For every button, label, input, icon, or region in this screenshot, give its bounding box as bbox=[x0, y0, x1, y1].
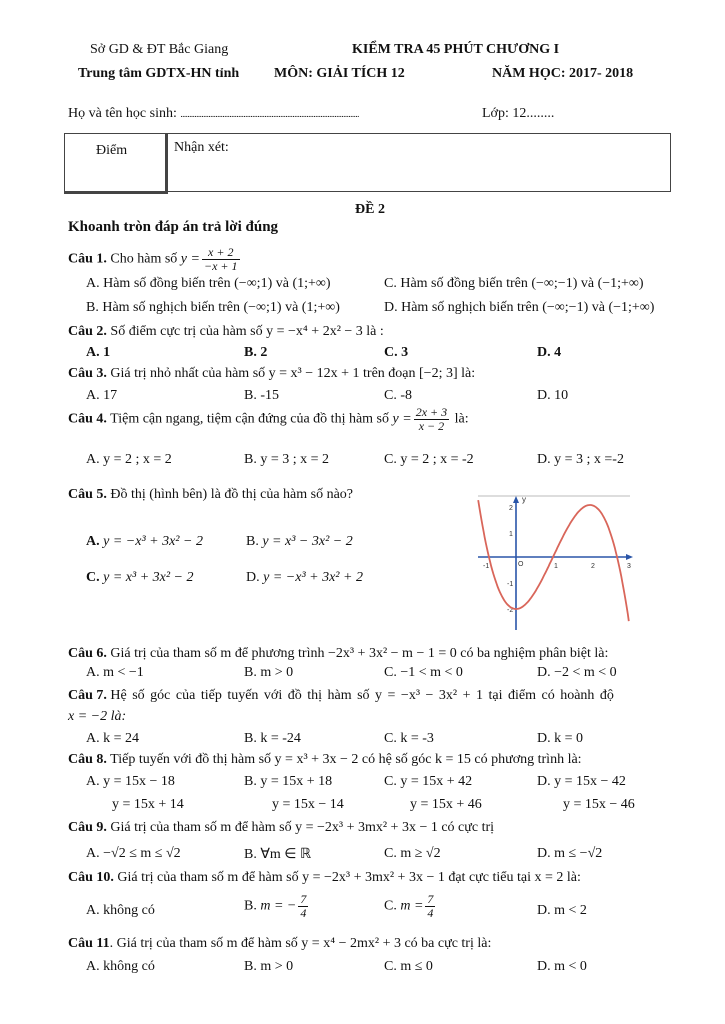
question-label: Câu 2. bbox=[68, 324, 107, 339]
question-text: Số điểm cực trị của hàm số y = −x⁴ + 2x² − 3 là : bbox=[110, 324, 384, 339]
question-1 bbox=[68, 246, 242, 273]
question-7-continued: x = −2 là: bbox=[68, 709, 127, 724]
comment-label: Nhận xét: bbox=[174, 140, 229, 155]
q7-option-d[interactable]: D. k = 0 bbox=[537, 731, 584, 746]
question-text: . Giá trị của tham số m để hàm số y = x⁴ − 2mx² + 3 có ba cực trị là: bbox=[109, 936, 492, 951]
q3-option-c[interactable]: C. -8 bbox=[384, 388, 412, 403]
q3-option-b[interactable]: B. -15 bbox=[244, 388, 279, 403]
question-7 bbox=[68, 688, 614, 704]
question-8 bbox=[68, 752, 582, 768]
function-name: y = bbox=[180, 251, 200, 267]
q11-option-a[interactable]: A. không có bbox=[86, 959, 155, 974]
q5-option-b[interactable]: B. y = x³ − 3x² − 2 bbox=[246, 534, 353, 549]
q6-option-b[interactable]: B. m > 0 bbox=[244, 665, 294, 680]
x-tick-label: -1 bbox=[483, 563, 490, 570]
x-tick-label: 2 bbox=[591, 563, 595, 570]
q5-option-a[interactable]: A. y = −x³ + 3x² − 2 bbox=[86, 534, 203, 549]
q8-option-a-line2[interactable]: y = 15x + 14 bbox=[112, 797, 184, 812]
exam-title: KIỂM TRA 45 PHÚT CHƯƠNG I bbox=[352, 42, 560, 57]
q10-option-c[interactable]: C. m = $\frac{7}{4}$ bbox=[384, 892, 434, 920]
q2-option-d[interactable]: D. 4 bbox=[537, 345, 562, 360]
q3-option-d[interactable]: D. 10 bbox=[537, 388, 569, 403]
q6-option-c[interactable]: C. −1 < m < 0 bbox=[384, 665, 463, 680]
q4-option-d[interactable]: D. y = 3 ; x =-2 bbox=[537, 452, 624, 467]
q2-option-c[interactable]: C. 3 bbox=[384, 345, 409, 360]
question-text: Tiếp tuyến với đồ thị hàm số y = x³ + 3x − 2 có hệ số góc k = 15 có phương trình là: bbox=[110, 752, 582, 767]
function-graph bbox=[470, 490, 635, 635]
question-label: Câu 3. bbox=[68, 366, 107, 381]
question-9 bbox=[68, 820, 494, 836]
student-name-label: Họ và tên học sinh: bbox=[68, 106, 177, 121]
q11-option-c[interactable]: C. m ≤ 0 bbox=[384, 959, 433, 974]
q8-option-c[interactable]: C. y = 15x + 42 bbox=[384, 774, 473, 789]
q7-option-c[interactable]: C. k = -3 bbox=[384, 731, 434, 746]
q3-option-a[interactable]: A. 17 bbox=[86, 388, 118, 403]
y-tick-label: -2 bbox=[507, 607, 514, 614]
q10-option-a[interactable]: A. không có bbox=[86, 903, 155, 918]
question-text: Cho hàm số bbox=[110, 251, 178, 267]
q7-option-b[interactable]: B. k = -24 bbox=[244, 731, 301, 746]
question-label: Câu 1. bbox=[68, 251, 107, 267]
class-label: Lớp: 12........ bbox=[482, 106, 555, 121]
question-label: Câu 10. bbox=[68, 870, 114, 885]
department-name: Sở GD & ĐT Bắc Giang bbox=[90, 42, 229, 57]
instruction: Khoanh tròn đáp án trả lời đúng bbox=[68, 219, 279, 235]
question-3 bbox=[68, 366, 475, 382]
q6-option-a[interactable]: A. m < −1 bbox=[86, 665, 144, 680]
q8-option-b[interactable]: B. y = 15x + 18 bbox=[244, 774, 333, 789]
question-text: Giá trị của tham số m để phương trình −2x³ + 3x² − m − 1 = 0 có ba nghiệm phân biệt là: bbox=[110, 646, 609, 661]
q7-option-a[interactable]: A. k = 24 bbox=[86, 731, 140, 746]
q1-option-c[interactable]: C. Hàm số đồng biến trên (−∞;−1) và (−1;+∞) bbox=[384, 276, 644, 291]
student-name-dots: ...................................................................................................... bbox=[180, 109, 359, 119]
y-axis-label: y bbox=[522, 495, 526, 504]
x-tick-label: 3 bbox=[627, 563, 631, 570]
q8-option-d[interactable]: D. y = 15x − 42 bbox=[537, 774, 626, 789]
x-tick-label: 1 bbox=[554, 563, 558, 570]
question-text: Giá trị của tham số m để hàm số y = −2x³ + 3mx² + 3x − 1 đạt cực tiểu tại x = 2 là: bbox=[117, 870, 581, 885]
y-tick-label: 1 bbox=[509, 531, 513, 538]
question-4: Câu 4. Tiệm cận ngang, tiệm cận đứng của đồ thị hàm số y = $\frac{2x + 3}{x - 2}$ là: bbox=[68, 405, 469, 433]
school-year: NĂM HỌC: 2017- 2018 bbox=[492, 66, 634, 81]
subject: MÔN: GIẢI TÍCH 12 bbox=[274, 66, 405, 81]
fraction: $\frac{2x + 3}{x - 2}$ bbox=[415, 405, 448, 433]
student-name-line bbox=[68, 106, 359, 122]
q8-option-c-line2[interactable]: y = 15x + 46 bbox=[410, 797, 482, 812]
question-text: Giá trị nhỏ nhất của hàm số y = x³ − 12x + 1 trên đoạn [−2; 3] là: bbox=[110, 366, 476, 381]
question-label: Câu 8. bbox=[68, 752, 107, 767]
q8-option-a[interactable]: A. y = 15x − 18 bbox=[86, 774, 175, 789]
question-label: Câu 6. bbox=[68, 646, 107, 661]
exam-code: ĐỀ 2 bbox=[355, 202, 385, 217]
q8-option-b-line2[interactable]: y = 15x − 14 bbox=[272, 797, 344, 812]
q2-option-a[interactable]: A. 1 bbox=[86, 345, 111, 360]
question-11 bbox=[68, 936, 491, 952]
q11-option-b[interactable]: B. m > 0 bbox=[244, 959, 294, 974]
q9-option-d[interactable]: D. m ≤ −√2 bbox=[537, 846, 603, 861]
question-label: Câu 5. bbox=[68, 487, 107, 502]
fraction: $\frac{x + 2}{-x + 1}$ bbox=[203, 245, 238, 273]
q9-option-b[interactable]: B. ∀m ∈ ℝ bbox=[244, 847, 312, 862]
question-5 bbox=[68, 487, 353, 503]
question-10 bbox=[68, 870, 581, 886]
question-label: Câu 4. bbox=[68, 411, 107, 427]
q11-option-d[interactable]: D. m < 0 bbox=[537, 959, 587, 974]
q1-option-b[interactable]: B. Hàm số nghịch biến trên (−∞;1) và (1;+∞) bbox=[86, 300, 340, 315]
center-name: Trung tâm GDTX-HN tỉnh bbox=[78, 66, 240, 81]
question-label: Câu 9. bbox=[68, 820, 107, 835]
q9-option-a[interactable]: A. −√2 ≤ m ≤ √2 bbox=[86, 846, 181, 861]
q6-option-d[interactable]: D. −2 < m < 0 bbox=[537, 665, 617, 680]
q9-option-c[interactable]: C. m ≥ √2 bbox=[384, 846, 441, 861]
y-tick-label: -1 bbox=[507, 581, 514, 588]
question-text: Đồ thị (hình bên) là đồ thị của hàm số nào? bbox=[110, 487, 354, 502]
question-label: Câu 11 bbox=[68, 936, 110, 951]
question-2 bbox=[68, 324, 384, 340]
function-name: y = bbox=[392, 411, 412, 427]
q10-option-d[interactable]: D. m < 2 bbox=[537, 903, 587, 918]
y-tick-label: 2 bbox=[509, 505, 513, 512]
q1-option-a[interactable]: A. Hàm số đồng biến trên (−∞;1) và (1;+∞) bbox=[86, 276, 331, 291]
q8-option-d-line2[interactable]: y = 15x − 46 bbox=[563, 797, 635, 812]
q5-option-d[interactable]: D. y = −x³ + 3x² + 2 bbox=[246, 570, 363, 585]
origin-label: O bbox=[518, 561, 524, 568]
q10-option-b[interactable]: B. m = − $\frac{7}{4}$ bbox=[244, 892, 307, 920]
q1-option-d[interactable]: D. Hàm số nghịch biến trên (−∞;−1) và (−1;+∞) bbox=[384, 300, 655, 315]
question-label: Câu 7. bbox=[68, 688, 107, 703]
q4-option-a[interactable]: A. y = 2 ; x = 2 bbox=[86, 452, 172, 467]
question-6 bbox=[68, 646, 608, 662]
q5-option-c[interactable]: C. y = x³ + 3x² − 2 bbox=[86, 570, 194, 585]
question-text: Hệ số góc của tiếp tuyến với đồ thị hàm số y = −x³ − 3x² + 1 tại điểm có hoành độ bbox=[110, 688, 614, 703]
q4-option-b[interactable]: B. y = 3 ; x = 2 bbox=[244, 452, 330, 467]
q4-option-c[interactable]: C. y = 2 ; x = -2 bbox=[384, 452, 474, 467]
score-label: Điểm bbox=[96, 143, 128, 158]
q2-option-b[interactable]: B. 2 bbox=[244, 345, 268, 360]
question-text: Giá trị của tham số m để hàm số y = −2x³ + 3mx² + 3x − 1 có cực trị bbox=[110, 820, 495, 835]
question-text: Tiệm cận ngang, tiệm cận đứng của đồ thị hàm số bbox=[110, 411, 390, 427]
